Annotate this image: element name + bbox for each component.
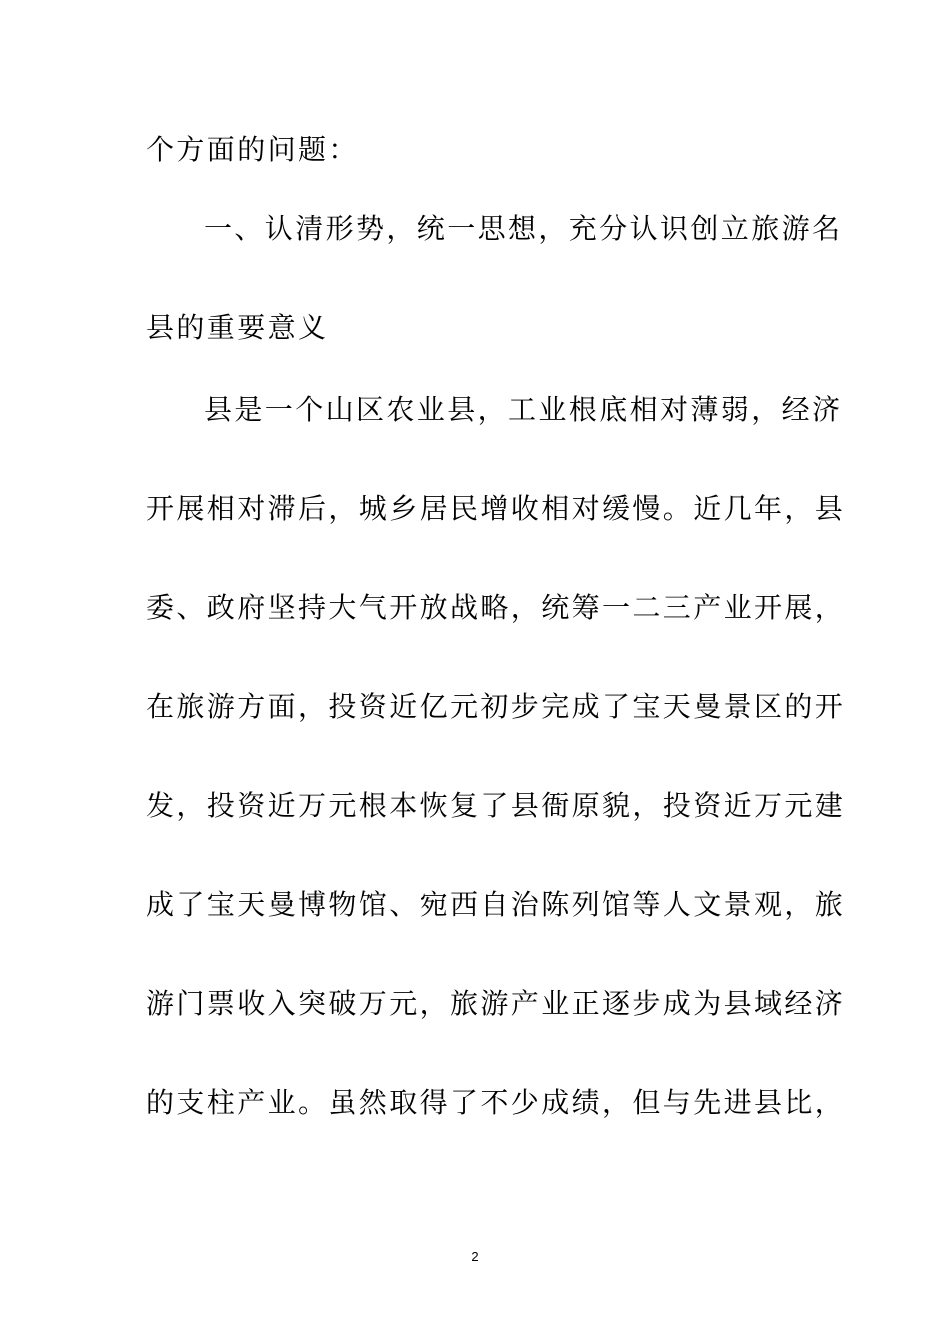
section-heading-line: 一、认清形势，统一思想，充分认识创立旅游名 — [204, 212, 843, 245]
text-line: 开展相对滞后，城乡居民增收相对缓慢。近几年，县 — [146, 492, 846, 525]
text-line: 游门票收入突破万元，旅游产业正逐步成为县域经济 — [146, 987, 846, 1020]
section-heading-line: 县的重要意义 — [146, 311, 329, 344]
text-line: 发，投资近万元根本恢复了县衙原貌，投资近万元建 — [146, 789, 846, 822]
page-number: 2 — [471, 1249, 479, 1264]
text-line: 个方面的问题： — [146, 133, 359, 166]
text-line: 的支柱产业。虽然取得了不少成绩，但与先进县比， — [146, 1086, 846, 1119]
text-line: 成了宝天曼博物馆、宛西自治陈列馆等人文景观，旅 — [146, 888, 846, 921]
text-line: 县是一个山区农业县，工业根底相对薄弱，经济 — [204, 393, 843, 426]
text-line: 委、政府坚持大气开放战略，统筹一二三产业开展， — [146, 591, 846, 624]
text-line: 在旅游方面，投资近亿元初步完成了宝天曼景区的开 — [146, 690, 846, 723]
